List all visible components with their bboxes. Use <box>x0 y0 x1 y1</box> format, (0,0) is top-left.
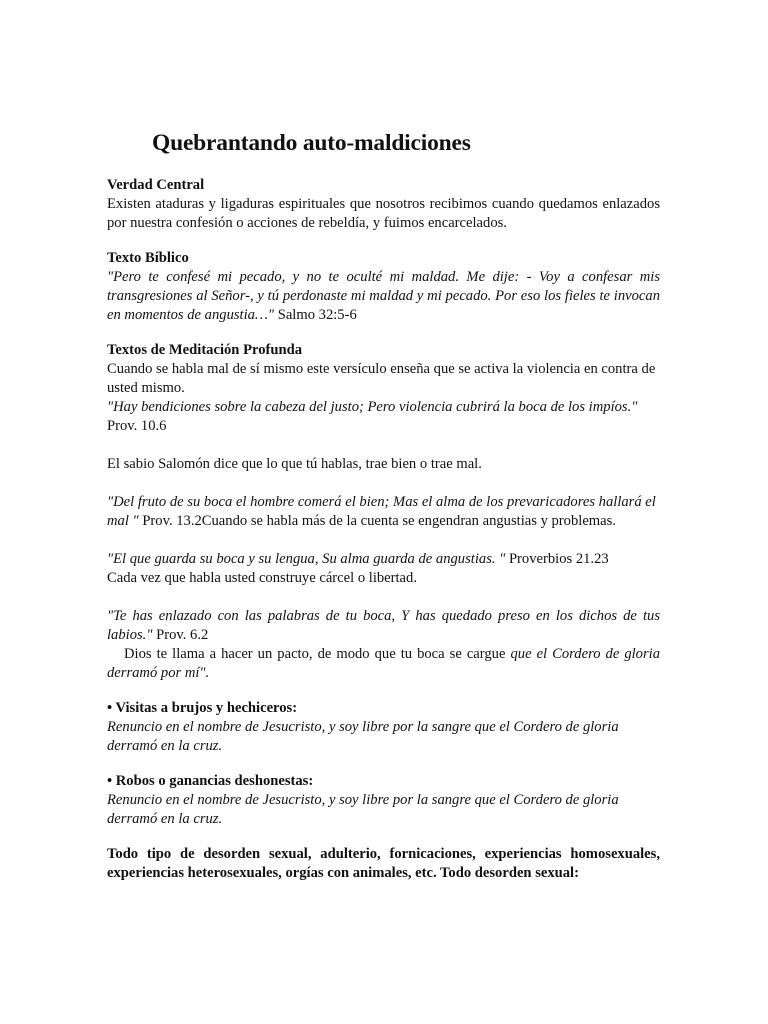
bible-quote: "Pero te confesé mi pecado, y no te oculté mi maldad. Me dije: - Voy a confesar mis transgresiones al Señor-, y tú perdonaste mi maldad y mi pecado. Por eso los fieles te invocan en momentos de angustia…" <box>107 269 660 323</box>
paragraph: El sabio Salomón dice que lo que tú hablas, trae bien o trae mal. <box>107 456 482 472</box>
bible-reference: Proverbios 21.23 <box>505 551 609 567</box>
section-robos <box>107 772 660 829</box>
italic-text: que el Cordero de gloria derramó por mí". <box>107 646 660 681</box>
paragraph: Cuando se habla mal de sí mismo este versículo enseña que se activa la violencia en contra de usted mismo. <box>107 361 656 396</box>
bible-reference: Prov. 10.6 <box>107 418 167 434</box>
bible-reference: Salmo 32:5-6 <box>274 307 357 323</box>
section-heading: Verdad Central <box>107 177 205 193</box>
paragraph-text: Prov. 13.2Cuando se habla más de la cuenta se engendran angustias y problemas. <box>138 513 616 529</box>
section-verdad-central <box>107 176 660 233</box>
paragraph <box>107 645 660 683</box>
section-heading: Textos de Meditación Profunda <box>107 342 302 358</box>
section-texto-biblico <box>107 249 660 325</box>
section-heading: Texto Bíblico <box>107 250 189 266</box>
quote-line <box>107 398 660 417</box>
bullet-heading: • Visitas a brujos y hechiceros: <box>107 700 298 716</box>
bible-quote: "Hay bendiciones sobre la cabeza del justo; Pero violencia cubrirá la boca de los impíos." <box>107 399 638 415</box>
bible-quote: "El que guarda su boca y su lengua, Su alma guarda de angustias. " <box>107 551 506 567</box>
bold-paragraph: Todo tipo de desorden sexual, adulterio, fornicaciones, experiencias homosexuales, experiencias heterosexuales, orgías con animales, etc. Todo desorden sexual: <box>107 846 660 881</box>
paragraph: Existen ataduras y ligaduras espirituales que nosotros recibimos cuando quedamos enlazados por nuestra confesión o acciones de rebeldía, y fuimos encarcelados. <box>107 196 660 231</box>
section-desorden <box>107 845 660 883</box>
bible-quote-paragraph <box>107 268 660 325</box>
bible-quote: "Te has enlazado con las palabras de tu boca, Y has quedado preso en los dichos de tus labios." <box>107 608 660 643</box>
quote-paragraph <box>107 607 660 645</box>
page-title: Quebrantando auto-maldiciones <box>152 130 471 156</box>
section-visitas <box>107 699 660 756</box>
quote-paragraph <box>107 493 660 531</box>
renunciation-text: Renuncio en el nombre de Jesucristo, y soy libre por la sangre que el Cordero de gloria derramó en la cruz. <box>107 792 619 827</box>
bullet-heading: • Robos o ganancias deshonestas: <box>107 773 314 789</box>
paragraph: Cada vez que habla usted construye cárcel o libertad. <box>107 570 417 586</box>
document-content <box>107 128 660 883</box>
paragraph-text: Dios te llama a hacer un pacto, de modo que tu boca se cargue <box>124 646 511 662</box>
section-meditacion <box>107 341 660 683</box>
bible-quote: "Del fruto de su boca el hombre comerá el bien; Mas el alma de los prevaricadores hallará el mal " <box>107 494 656 529</box>
bible-reference: Prov. 6.2 <box>152 627 209 643</box>
renunciation-text: Renuncio en el nombre de Jesucristo, y soy libre por la sangre que el Cordero de gloria derramó en la cruz. <box>107 719 619 754</box>
quote-paragraph <box>107 550 660 569</box>
